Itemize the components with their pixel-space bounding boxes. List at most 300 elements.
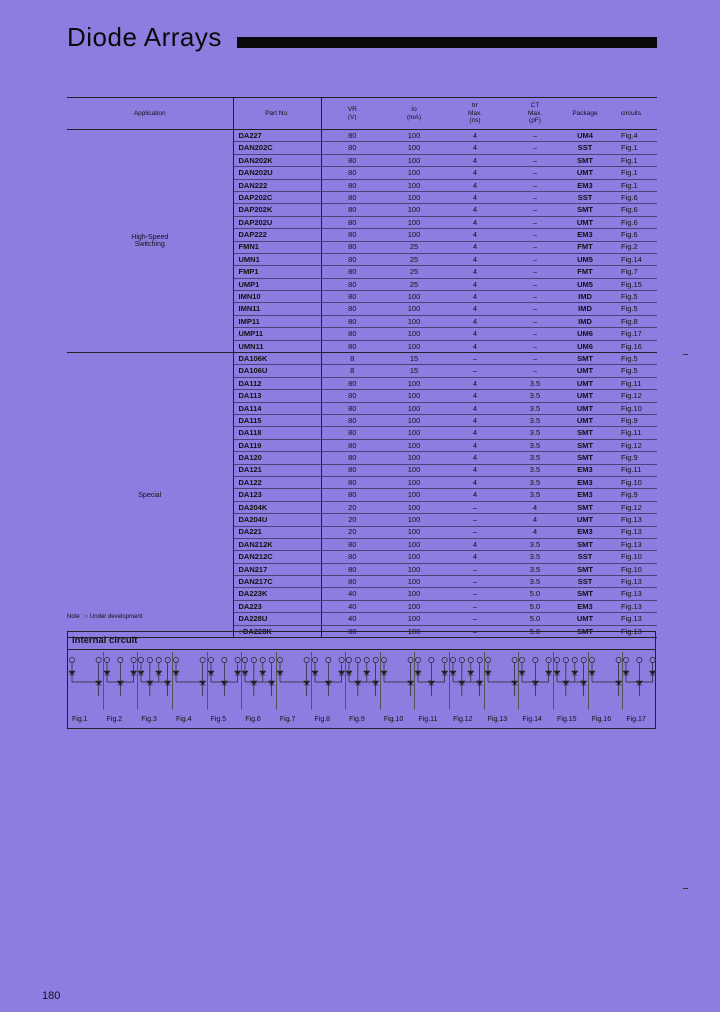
circuit-cell: Fig.9 — [605, 489, 657, 501]
package-cell: UM6 — [565, 328, 605, 340]
circuit-schematic — [68, 652, 103, 712]
package-cell: SMT — [565, 353, 605, 365]
io-cell: 100 — [383, 303, 445, 315]
vr-cell: 20 — [321, 514, 383, 526]
io-cell: 100 — [383, 501, 445, 513]
trr-cell: 4 — [445, 167, 505, 179]
vr-cell: 40 — [321, 600, 383, 612]
vr-cell: 80 — [321, 439, 383, 451]
diode-symbol — [650, 671, 656, 675]
diode-symbol — [533, 681, 539, 685]
circuit-schematic — [103, 652, 138, 712]
vr-cell: 80 — [321, 402, 383, 414]
figure-divider — [241, 652, 242, 710]
figure-divider — [311, 652, 312, 710]
pin-circle — [200, 657, 205, 662]
part-no-cell: UMN1 — [233, 253, 321, 265]
circuit-cell: Fig.10 — [605, 476, 657, 488]
header-part-no: Part No. — [233, 98, 321, 130]
circuit-cell: Fig.13 — [605, 600, 657, 612]
figure-divider — [518, 652, 519, 710]
circuit-schematic — [553, 652, 588, 712]
ct-cell: – — [505, 130, 565, 142]
vr-cell: 80 — [321, 625, 383, 637]
circuit-cell: Fig.9 — [605, 452, 657, 464]
vr-cell: 80 — [321, 179, 383, 191]
part-no-cell: DA113 — [233, 390, 321, 402]
vr-cell: 80 — [321, 452, 383, 464]
diode-symbol — [117, 681, 123, 685]
io-cell: 15 — [383, 353, 445, 365]
part-no-cell: DA119 — [233, 439, 321, 451]
header-package: Package — [565, 98, 605, 130]
pin-circle — [312, 657, 317, 662]
package-cell: EM3 — [565, 476, 605, 488]
vr-cell: 8 — [321, 365, 383, 377]
part-no-cell: DA112 — [233, 377, 321, 389]
ct-cell: – — [505, 291, 565, 303]
part-no-cell: DAP202K — [233, 204, 321, 216]
io-cell: 25 — [383, 241, 445, 253]
part-no-cell: DA123 — [233, 489, 321, 501]
circuit-cell: Fig.11 — [605, 464, 657, 476]
ct-cell: – — [505, 365, 565, 377]
figure-label: Fig.1 — [72, 716, 88, 723]
header-trr: trr Max. (ns) — [445, 98, 505, 130]
ct-cell: – — [505, 353, 565, 365]
diode-symbol — [325, 681, 331, 685]
vr-cell: 80 — [321, 303, 383, 315]
circuit-figure — [241, 652, 276, 728]
circuit-figure — [380, 652, 415, 728]
circuit-schematic — [207, 652, 242, 712]
ct-cell: – — [505, 253, 565, 265]
part-no-cell: DAN217C — [233, 576, 321, 588]
figure-divider — [137, 652, 138, 710]
part-no-cell: DA223K — [233, 588, 321, 600]
diode-symbol — [407, 681, 413, 685]
ct-cell: – — [505, 340, 565, 352]
circuit-cell: Fig.7 — [605, 266, 657, 278]
ct-cell: – — [505, 303, 565, 315]
io-cell: 100 — [383, 588, 445, 600]
figure-label: Fig.2 — [106, 716, 123, 723]
ct-cell: – — [505, 167, 565, 179]
circuit-cell: Fig.13 — [605, 514, 657, 526]
trr-cell: 4 — [445, 452, 505, 464]
circuit-cell: Fig.1 — [605, 154, 657, 166]
diode-symbol — [96, 681, 102, 685]
figure-divider — [276, 652, 277, 710]
part-no-cell: DA204K — [233, 501, 321, 513]
ct-cell: 3.5 — [505, 402, 565, 414]
circuit-schematic — [241, 652, 276, 712]
pin-circle — [443, 657, 448, 662]
package-cell: EM3 — [565, 600, 605, 612]
diode-array-table — [67, 97, 657, 638]
io-cell: 100 — [383, 191, 445, 203]
diode-symbol — [338, 671, 344, 675]
vr-cell: 80 — [321, 328, 383, 340]
package-cell: UMT — [565, 514, 605, 526]
package-cell: UM6 — [565, 340, 605, 352]
circuit-cell: Fig.13 — [605, 613, 657, 625]
io-cell: 100 — [383, 179, 445, 191]
package-cell: UM5 — [565, 253, 605, 265]
part-no-cell: UMP1 — [233, 278, 321, 290]
io-cell: 15 — [383, 365, 445, 377]
vr-cell: 20 — [321, 526, 383, 538]
io-cell: 100 — [383, 390, 445, 402]
circuit-cell: Fig.12 — [605, 501, 657, 513]
table-row — [67, 353, 657, 365]
diode-symbol — [485, 671, 491, 675]
circuit-figure — [68, 652, 103, 728]
pin-circle — [589, 657, 594, 662]
figure-divider — [622, 652, 623, 710]
pin-circle — [451, 657, 456, 662]
part-no-cell: IMN10 — [233, 291, 321, 303]
figure-label: Fig.15 — [557, 716, 577, 723]
diode-symbol — [251, 681, 257, 685]
pin-circle — [221, 657, 226, 662]
ct-cell: 3.5 — [505, 377, 565, 389]
io-cell: 100 — [383, 625, 445, 637]
trr-cell: 4 — [445, 179, 505, 191]
part-no-cell: FMN1 — [233, 241, 321, 253]
part-no-cell: DAN212C — [233, 551, 321, 563]
circuit-cell: Fig.6 — [605, 229, 657, 241]
package-cell: SMT — [565, 439, 605, 451]
circuit-cell: Fig.9 — [605, 414, 657, 426]
io-cell: 100 — [383, 476, 445, 488]
figure-label: Fig.7 — [279, 716, 296, 723]
package-cell: EM3 — [565, 526, 605, 538]
package-cell: SMT — [565, 501, 605, 513]
trr-cell: – — [445, 365, 505, 377]
figure-divider — [414, 652, 415, 710]
ct-cell: – — [505, 229, 565, 241]
pin-circle — [520, 657, 525, 662]
circuit-cell: Fig.13 — [605, 538, 657, 550]
circuit-figure — [518, 652, 553, 728]
io-cell: 100 — [383, 167, 445, 179]
trr-cell: 4 — [445, 253, 505, 265]
io-cell: 100 — [383, 489, 445, 501]
ct-cell: 4 — [505, 501, 565, 513]
pin-circle — [485, 657, 490, 662]
io-cell: 100 — [383, 613, 445, 625]
trr-cell: – — [445, 526, 505, 538]
vr-cell: 80 — [321, 253, 383, 265]
diode-symbol — [138, 671, 144, 675]
trr-cell: 4 — [445, 291, 505, 303]
figure-divider — [588, 652, 589, 710]
margin-mark — [683, 888, 688, 889]
trr-cell: 4 — [445, 216, 505, 228]
part-no-cell: UMN11 — [233, 340, 321, 352]
trr-cell: – — [445, 588, 505, 600]
diode-symbol — [200, 681, 206, 685]
part-no-cell: UMP11 — [233, 328, 321, 340]
figure-divider — [380, 652, 381, 710]
header-circuits: circuits — [605, 98, 657, 130]
io-cell: 100 — [383, 563, 445, 575]
trr-cell: 4 — [445, 142, 505, 154]
circuit-figure — [622, 652, 657, 728]
package-cell: UMT — [565, 167, 605, 179]
trr-cell: – — [445, 501, 505, 513]
circuit-schematic — [380, 652, 415, 712]
circuit-schematic — [518, 652, 553, 712]
pin-circle — [277, 657, 282, 662]
part-no-cell: DA118 — [233, 427, 321, 439]
trr-cell: – — [445, 600, 505, 612]
header-vr: VR (V) — [321, 98, 383, 130]
trr-cell: 4 — [445, 476, 505, 488]
part-no-cell: ○DA228K — [233, 625, 321, 637]
package-cell: UMT — [565, 414, 605, 426]
io-cell: 100 — [383, 464, 445, 476]
table-header-row — [67, 98, 657, 130]
ct-cell: 5.0 — [505, 600, 565, 612]
circuit-cell: Fig.16 — [605, 340, 657, 352]
pin-circle — [554, 657, 559, 662]
trr-cell: 4 — [445, 130, 505, 142]
trr-cell: 4 — [445, 439, 505, 451]
package-cell: UMT — [565, 390, 605, 402]
diode-symbol — [173, 671, 179, 675]
diode-symbol — [242, 671, 248, 675]
part-no-cell: DA228U — [233, 613, 321, 625]
vr-cell: 20 — [321, 501, 383, 513]
trr-cell: – — [445, 353, 505, 365]
part-no-cell: DAP202C — [233, 191, 321, 203]
ct-cell: 3.5 — [505, 551, 565, 563]
part-no-cell: DA122 — [233, 476, 321, 488]
circuit-cell: Fig.5 — [605, 365, 657, 377]
pin-circle — [104, 657, 109, 662]
io-cell: 100 — [383, 551, 445, 563]
circuit-figure — [553, 652, 588, 728]
ct-cell: – — [505, 328, 565, 340]
part-no-cell: DAN202C — [233, 142, 321, 154]
circuit-schematic — [276, 652, 311, 712]
figure-label: Fig.6 — [245, 716, 261, 723]
trr-cell: 4 — [445, 303, 505, 315]
circuit-figure — [484, 652, 519, 728]
ct-cell: 3.5 — [505, 538, 565, 550]
part-no-cell: DAP222 — [233, 229, 321, 241]
pin-circle — [131, 657, 136, 662]
trr-cell: 4 — [445, 204, 505, 216]
ct-cell: 5.0 — [505, 613, 565, 625]
circuit-cell: Fig.8 — [605, 315, 657, 327]
diode-symbol — [234, 671, 240, 675]
diode-symbol — [277, 671, 283, 675]
ct-cell: 3.5 — [505, 439, 565, 451]
part-no-cell: DA121 — [233, 464, 321, 476]
margin-mark — [683, 354, 688, 355]
diode-symbol — [554, 671, 560, 675]
circuit-cell: Fig.1 — [605, 167, 657, 179]
io-cell: 100 — [383, 526, 445, 538]
pin-circle — [468, 657, 473, 662]
vr-cell: 80 — [321, 167, 383, 179]
part-no-cell: DA223 — [233, 600, 321, 612]
pin-circle — [512, 657, 517, 662]
circuit-cell: Fig.6 — [605, 216, 657, 228]
figure-divider — [345, 652, 346, 710]
diode-symbol — [104, 671, 110, 675]
io-cell: 100 — [383, 538, 445, 550]
ct-cell: – — [505, 216, 565, 228]
diode-symbol — [130, 671, 136, 675]
circuit-cell: Fig.1 — [605, 142, 657, 154]
vr-cell: 80 — [321, 216, 383, 228]
pin-circle — [533, 657, 538, 662]
ct-cell: – — [505, 204, 565, 216]
figure-label: Fig.16 — [591, 716, 612, 723]
title-rule — [237, 37, 657, 48]
internal-circuit-title: Internal circuit — [72, 635, 138, 646]
pin-circle — [637, 657, 642, 662]
part-no-cell: DAP202U — [233, 216, 321, 228]
trr-cell: 4 — [445, 241, 505, 253]
trr-cell: 4 — [445, 464, 505, 476]
circuit-cell: Fig.12 — [605, 390, 657, 402]
vr-cell: 80 — [321, 229, 383, 241]
diode-symbol — [373, 681, 379, 685]
pin-circle — [373, 657, 378, 662]
figure-divider — [553, 652, 554, 710]
io-cell: 100 — [383, 291, 445, 303]
pin-circle — [408, 657, 413, 662]
diode-symbol — [381, 671, 387, 675]
diode-symbol — [589, 671, 595, 675]
part-no-cell: IMN11 — [233, 303, 321, 315]
part-no-cell: DAN202K — [233, 154, 321, 166]
figure-divider — [484, 652, 485, 710]
pin-circle — [139, 657, 144, 662]
ct-cell: – — [505, 241, 565, 253]
package-cell: SMT — [565, 625, 605, 637]
trr-cell: 4 — [445, 229, 505, 241]
figure-label: Fig.8 — [314, 716, 331, 723]
diode-symbol — [346, 671, 352, 675]
footnote: Note : ○ Under development — [67, 614, 143, 620]
diode-symbol — [312, 671, 318, 675]
trr-cell: – — [445, 563, 505, 575]
page-title: Diode Arrays — [67, 22, 222, 52]
ct-cell: – — [505, 191, 565, 203]
package-cell: UM5 — [565, 278, 605, 290]
diode-symbol — [147, 681, 153, 685]
vr-cell: 80 — [321, 291, 383, 303]
package-cell: SMT — [565, 452, 605, 464]
io-cell: 100 — [383, 142, 445, 154]
vr-cell: 80 — [321, 204, 383, 216]
figure-label: Fig.11 — [418, 716, 438, 723]
pin-circle — [546, 657, 551, 662]
pin-circle — [325, 657, 330, 662]
circuit-figure — [414, 652, 449, 728]
trr-cell: – — [445, 514, 505, 526]
circuit-schematic — [588, 652, 623, 712]
package-cell: SMT — [565, 154, 605, 166]
diode-symbol — [165, 681, 171, 685]
figure-label: Fig.9 — [349, 716, 365, 723]
io-cell: 25 — [383, 266, 445, 278]
ct-cell: 3.5 — [505, 464, 565, 476]
figure-label: Fig.3 — [141, 716, 157, 723]
package-cell: FMT — [565, 241, 605, 253]
io-cell: 100 — [383, 439, 445, 451]
pin-circle — [563, 657, 568, 662]
part-no-cell: DA106K — [233, 353, 321, 365]
package-cell: SST — [565, 551, 605, 563]
diode-symbol — [221, 681, 227, 685]
circuit-cell: Fig.17 — [605, 328, 657, 340]
circuit-figure — [276, 652, 311, 728]
package-cell: UMT — [565, 377, 605, 389]
package-cell: SMT — [565, 538, 605, 550]
ct-cell: 3.5 — [505, 414, 565, 426]
circuit-cell: Fig.14 — [605, 253, 657, 265]
header-ct: CT Max. (pF) — [505, 98, 565, 130]
circuit-cell: Fig.10 — [605, 563, 657, 575]
figure-label: Fig.4 — [175, 716, 192, 723]
vr-cell: 80 — [321, 154, 383, 166]
diode-symbol — [156, 671, 162, 675]
table-row — [67, 130, 657, 142]
pin-circle — [624, 657, 629, 662]
diode-symbol — [269, 681, 275, 685]
pin-circle — [347, 657, 352, 662]
diode-symbol — [355, 681, 361, 685]
io-cell: 100 — [383, 402, 445, 414]
circuit-cell: Fig.2 — [605, 241, 657, 253]
trr-cell: 4 — [445, 377, 505, 389]
circuit-figure — [207, 652, 242, 728]
diode-symbol — [477, 681, 483, 685]
pin-circle — [235, 657, 240, 662]
vr-cell: 80 — [321, 266, 383, 278]
circuit-cell: Fig.13 — [605, 625, 657, 637]
package-cell: IMD — [565, 315, 605, 327]
vr-cell: 80 — [321, 241, 383, 253]
package-cell: UMT — [565, 216, 605, 228]
diode-symbol — [364, 671, 370, 675]
circuit-cell: Fig.11 — [605, 377, 657, 389]
circuit-figure — [449, 652, 484, 728]
circuit-figure — [103, 652, 138, 728]
diode-symbol — [415, 671, 421, 675]
ct-cell: 4 — [505, 514, 565, 526]
diode-symbol — [623, 671, 629, 675]
circuit-cell: Fig.5 — [605, 291, 657, 303]
io-cell: 100 — [383, 452, 445, 464]
pin-circle — [416, 657, 421, 662]
trr-cell: 4 — [445, 315, 505, 327]
diode-symbol — [442, 671, 448, 675]
part-no-cell: DAN222 — [233, 179, 321, 191]
vr-cell: 80 — [321, 315, 383, 327]
circuit-figure — [137, 652, 172, 728]
pin-circle — [364, 657, 369, 662]
part-no-cell: IMP11 — [233, 315, 321, 327]
circuit-cell: Fig.11 — [605, 427, 657, 439]
